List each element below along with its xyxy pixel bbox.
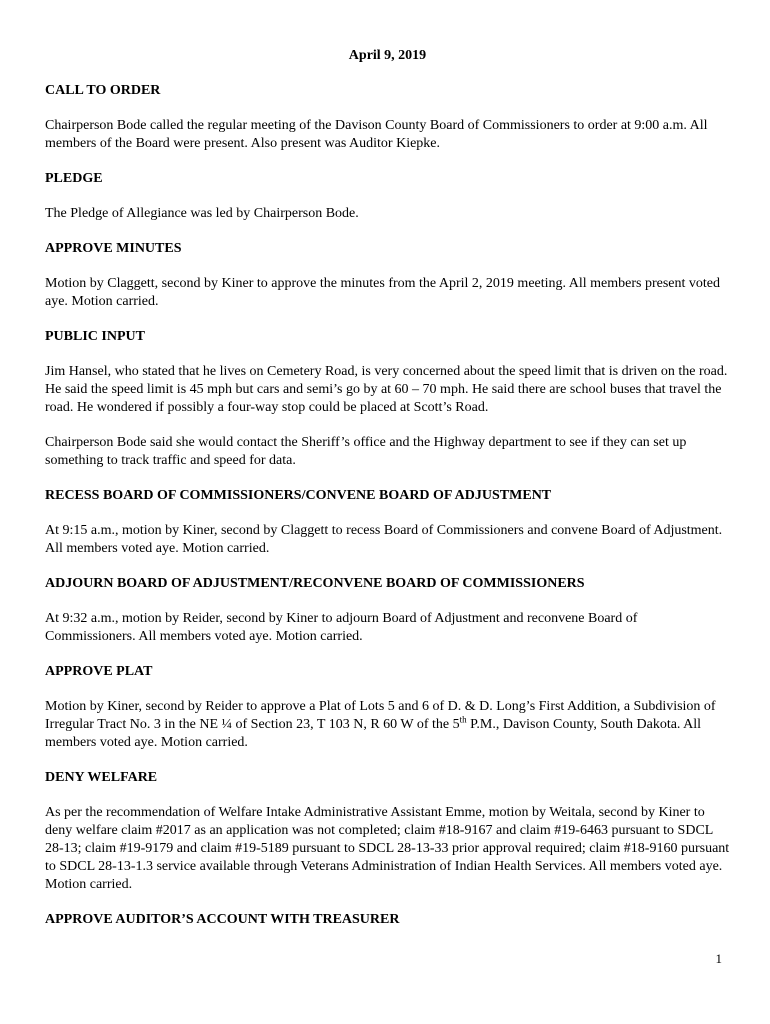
section-paragraph: At 9:15 a.m., motion by Kiner, second by Claggett to recess Board of Commissioners and convene Board of Adjustment. All members voted aye. Motion carried.	[45, 523, 723, 556]
plat-text-after: P.M., Davison County, South Dakota. All members voted aye. Motion carried.	[45, 717, 702, 750]
section-heading: DENY WELFARE	[45, 770, 158, 785]
section-heading: PUBLIC INPUT	[45, 329, 145, 344]
section-paragraph: Motion by Claggett, second by Kiner to approve the minutes from the April 2, 2019 meeting. All members present voted aye. Motion carried.	[45, 276, 720, 309]
document-page	[45, 47, 730, 946]
section-call-to-order	[45, 82, 730, 153]
section-heading: APPROVE AUDITOR’S ACCOUNT WITH TREASURER	[45, 912, 400, 927]
section-approve-auditor-account	[45, 911, 730, 929]
section-paragraph	[45, 698, 730, 752]
meeting-date: April 9, 2019	[348, 48, 427, 63]
plat-superscript: th	[459, 714, 467, 725]
section-heading: APPROVE PLAT	[45, 664, 153, 679]
section-approve-minutes	[45, 240, 730, 311]
section-heading: APPROVE MINUTES	[45, 241, 182, 256]
section-heading: PLEDGE	[45, 171, 103, 186]
section-paragraph: At 9:32 a.m., motion by Reider, second by Kiner to adjourn Board of Adjustment and reconvene Board of Commissioners. All members voted aye. Motion carried.	[45, 611, 638, 644]
section-heading: ADJOURN BOARD OF ADJUSTMENT/RECONVENE BOARD OF COMMISSIONERS	[45, 576, 585, 591]
section-deny-welfare	[45, 769, 730, 894]
section-paragraph: Jim Hansel, who stated that he lives on Cemetery Road, is very concerned about the speed limit that is driven on the road. He said the speed limit is 45 mph but cars and semi’s go by at 60 – 70 mph. He said there are school buses that travel the road. He wondered if possibly a four-way stop could be placed at Scott’s Road.	[45, 364, 728, 415]
section-paragraph: As per the recommendation of Welfare Intake Administrative Assistant Emme, motion by Weitala, second by Kiner to deny welfare claim #2017 as an application was not completed; claim #18-9167 and claim #19-6463 pursuant to SDCL 28-13; claim #19-9179 and claim #19-5189 pursuant to SDCL 28-13-33 prior approval required; claim #18-9160 pursuant to SDCL 28-13-1.3 service available through Veterans Administration of Indian Health Services. All members voted aye. Motion carried.	[45, 805, 730, 892]
section-public-input	[45, 328, 730, 470]
section-approve-plat	[45, 663, 730, 752]
section-recess-board	[45, 487, 730, 558]
section-pledge	[45, 170, 730, 223]
section-paragraph: Chairperson Bode said she would contact the Sheriff’s office and the Highway department to see if they can set up something to track traffic and speed for data.	[45, 435, 687, 468]
section-heading: RECESS BOARD OF COMMISSIONERS/CONVENE BOARD OF ADJUSTMENT	[45, 488, 552, 503]
section-heading: CALL TO ORDER	[45, 83, 161, 98]
section-paragraph: Chairperson Bode called the regular meeting of the Davison County Board of Commissioners to order at 9:00 a.m. All members of the Board were present. Also present was Auditor Kiepke.	[45, 118, 708, 151]
plat-text-before: Motion by Kiner, second by Reider to approve a Plat of Lots 5 and 6 of D. & D. Long’s First Addition, a Subdivision of Irregular Tract No. 3 in the NE ¼ of Section 23, T 103 N, R 60 W of the 5	[45, 699, 716, 732]
section-paragraph: The Pledge of Allegiance was led by Chairperson Bode.	[45, 206, 359, 221]
page-number: 1	[715, 951, 722, 966]
section-adjourn-board	[45, 575, 730, 646]
